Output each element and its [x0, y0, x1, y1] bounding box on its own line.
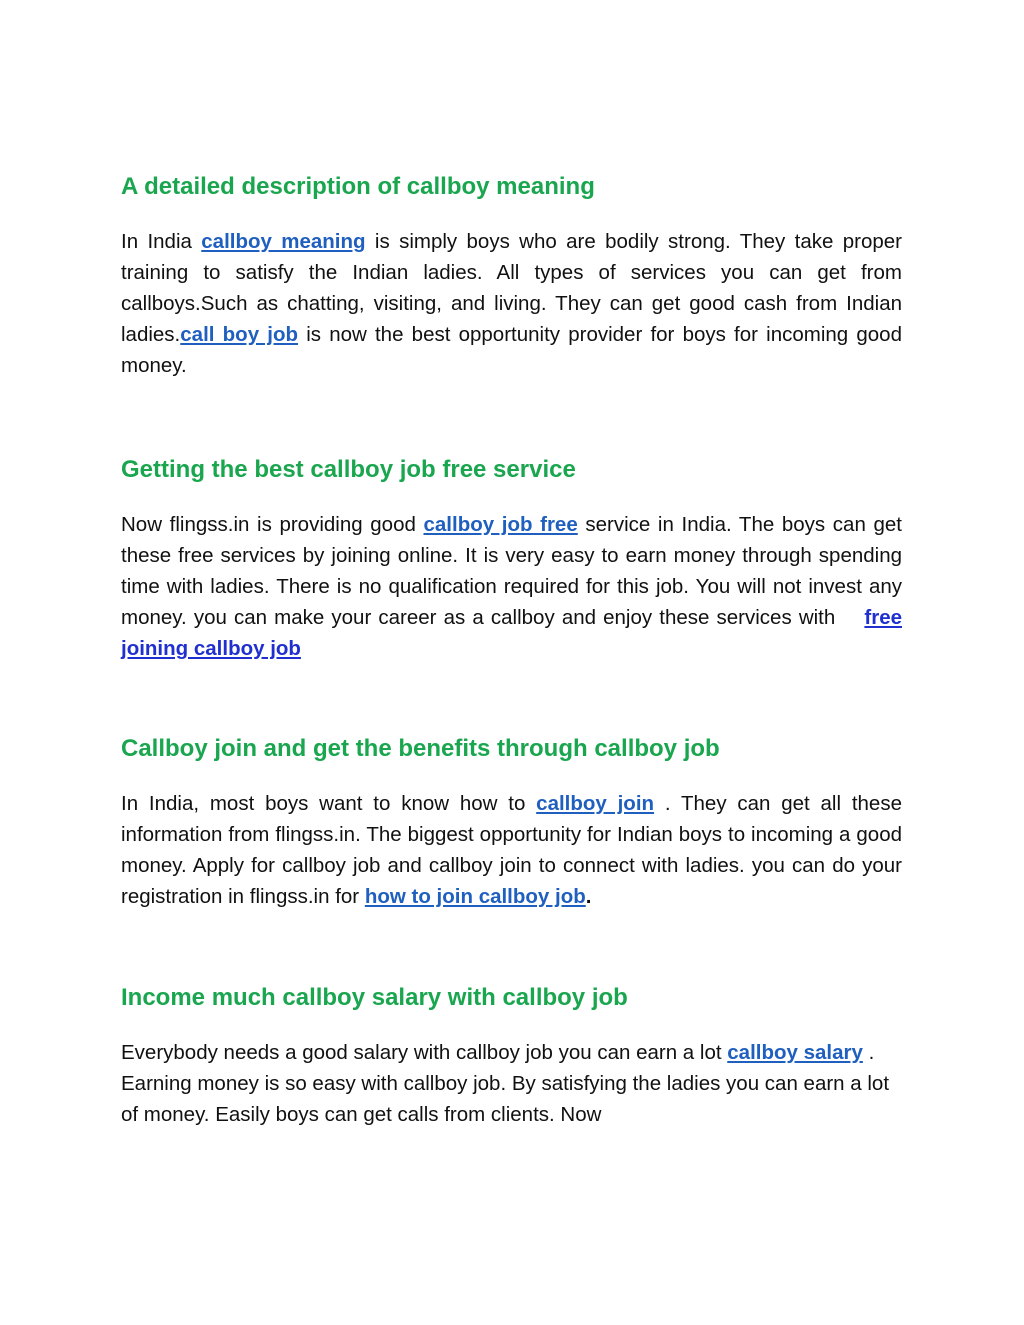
- section-heading: Income much callboy salary with callboy job: [121, 984, 628, 1011]
- paragraph-text: .: [585, 885, 592, 908]
- callboy-meaning-link[interactable]: callboy meaning: [201, 230, 366, 253]
- paragraph-text: . Earning money is so easy with callboy job. By satisfying the ladies you can earn a lot of money. Easily boys can get calls from clients. Now: [121, 1041, 890, 1126]
- callboy-job-free-link[interactable]: callboy job free: [423, 513, 578, 536]
- callboy-join-link[interactable]: callboy join: [536, 792, 655, 815]
- paragraph-text: Everybody needs a good salary with callboy job you can earn a lot: [121, 1041, 728, 1064]
- paragraph-text: In India: [121, 230, 202, 253]
- section-paragraph: [121, 226, 902, 381]
- callboy-salary-link[interactable]: callboy salary: [727, 1041, 863, 1064]
- section-heading: A detailed description of callboy meaning: [121, 173, 595, 200]
- free-joining-callboy-job-link[interactable]: free joining callboy job: [121, 606, 902, 660]
- section-heading: Callboy join and get the benefits through callboy job: [121, 735, 720, 762]
- paragraph-text: Now flingss.in is providing good: [121, 513, 424, 536]
- section-paragraph: [121, 509, 902, 664]
- paragraph-text: . They can get all these information from flingss.in. The biggest opportunity for Indian boys to incoming a good money. Apply for callboy job and callboy join to connect with ladies. you can do your registration in flingss.in for: [121, 792, 902, 908]
- paragraph-text: In India, most boys want to know how to: [121, 792, 537, 815]
- paragraph-text: is now the best opportunity provider for boys for incoming good money.: [121, 323, 902, 377]
- document-content: [121, 170, 902, 1130]
- section-heading: Getting the best callboy job free service: [121, 456, 576, 483]
- section-paragraph: [121, 788, 902, 912]
- how-to-join-callboy-job-link[interactable]: how to join callboy job: [364, 885, 586, 908]
- section-paragraph: [121, 1037, 902, 1130]
- call-boy-job-link[interactable]: call boy job: [180, 323, 299, 346]
- paragraph-text: is simply boys who are bodily strong. They take proper training to satisfy the Indian ladies. All types of services you can get from callboys.Such as chatting, visiting, and living. They can get good cash from Indian ladies.: [121, 230, 902, 346]
- paragraph-text: service in India. The boys can get these free services by joining online. It is very easy to earn money through spending time with ladies. There is no qualification required for this job. You will not invest any money. you can make your career as a callboy and enjoy these services with: [121, 513, 902, 629]
